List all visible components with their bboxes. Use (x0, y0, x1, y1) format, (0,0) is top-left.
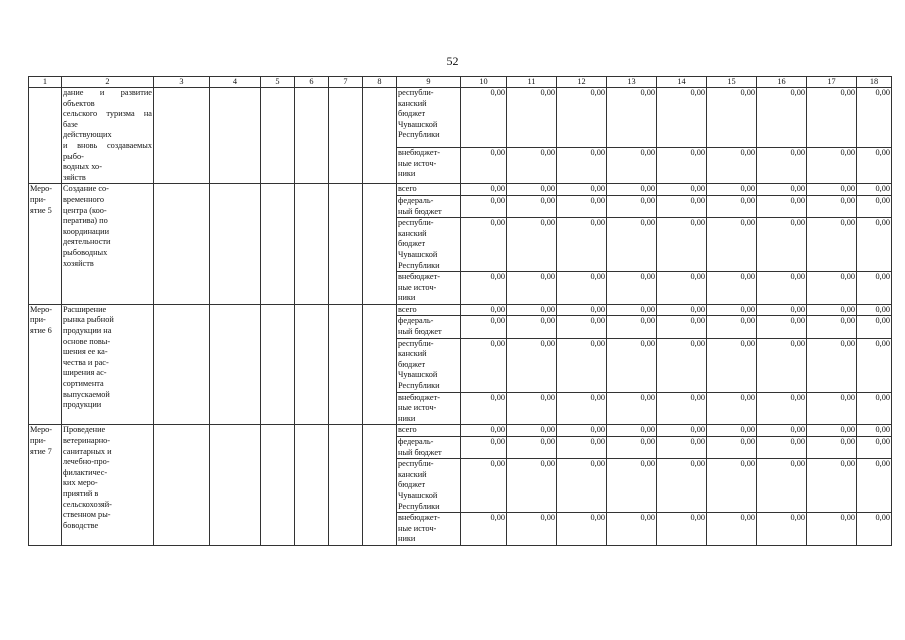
amount-cell: 0,00 (807, 88, 857, 148)
funding-source: внебюджет- ные источ- ники (397, 272, 461, 305)
amount-cell: 0,00 (857, 392, 892, 425)
amount-cell: 0,00 (507, 513, 557, 546)
amount-cell: 0,00 (657, 513, 707, 546)
amount-cell: 0,00 (461, 513, 507, 546)
funding-source: республи- канский бюджет Чувашской Республики (397, 338, 461, 392)
amount-cell: 0,00 (857, 147, 892, 183)
amount-cell: 0,00 (461, 304, 507, 316)
amount-cell: 0,00 (707, 437, 757, 459)
amount-cell: 0,00 (757, 304, 807, 316)
amount-cell: 0,00 (707, 513, 757, 546)
column-header: 6 (295, 77, 329, 88)
amount-cell: 0,00 (461, 437, 507, 459)
empty-cell (154, 88, 210, 184)
table-row (29, 304, 892, 316)
amount-cell: 0,00 (507, 218, 557, 272)
amount-cell: 0,00 (507, 147, 557, 183)
amount-cell: 0,00 (607, 272, 657, 305)
amount-cell: 0,00 (507, 88, 557, 148)
amount-cell: 0,00 (807, 425, 857, 437)
amount-cell: 0,00 (607, 459, 657, 513)
amount-cell: 0,00 (657, 338, 707, 392)
funding-source: федераль- ный бюджет (397, 316, 461, 338)
amount-cell: 0,00 (707, 338, 757, 392)
measure-code (29, 88, 62, 184)
amount-cell: 0,00 (507, 195, 557, 217)
amount-cell: 0,00 (557, 272, 607, 305)
empty-cell (154, 184, 210, 305)
amount-cell: 0,00 (757, 437, 807, 459)
amount-cell: 0,00 (461, 392, 507, 425)
amount-cell: 0,00 (461, 195, 507, 217)
column-header: 14 (657, 77, 707, 88)
budget-table (28, 76, 892, 546)
page-number: 52 (446, 54, 459, 68)
table-body (29, 88, 892, 546)
funding-source: внебюджет- ные источ- ники (397, 147, 461, 183)
amount-cell: 0,00 (657, 184, 707, 196)
amount-cell: 0,00 (557, 304, 607, 316)
amount-cell: 0,00 (857, 459, 892, 513)
amount-cell: 0,00 (461, 218, 507, 272)
amount-cell: 0,00 (557, 392, 607, 425)
column-header: 1 (29, 77, 62, 88)
amount-cell: 0,00 (757, 316, 807, 338)
empty-cell (363, 304, 397, 425)
amount-cell: 0,00 (707, 184, 757, 196)
measure-code: Меро- при- ятие 5 (29, 184, 62, 305)
amount-cell: 0,00 (461, 316, 507, 338)
amount-cell: 0,00 (857, 316, 892, 338)
column-header: 5 (261, 77, 295, 88)
empty-cell (210, 304, 261, 425)
amount-cell: 0,00 (807, 195, 857, 217)
amount-cell: 0,00 (507, 272, 557, 305)
amount-cell: 0,00 (607, 195, 657, 217)
column-header: 12 (557, 77, 607, 88)
amount-cell: 0,00 (507, 425, 557, 437)
table-row (29, 425, 892, 437)
column-header: 13 (607, 77, 657, 88)
amount-cell: 0,00 (757, 184, 807, 196)
amount-cell: 0,00 (807, 513, 857, 546)
amount-cell: 0,00 (857, 338, 892, 392)
amount-cell: 0,00 (607, 338, 657, 392)
amount-cell: 0,00 (461, 147, 507, 183)
amount-cell: 0,00 (607, 513, 657, 546)
column-header: 7 (329, 77, 363, 88)
funding-source: всего (397, 184, 461, 196)
column-header: 16 (757, 77, 807, 88)
amount-cell: 0,00 (707, 304, 757, 316)
amount-cell: 0,00 (807, 437, 857, 459)
empty-cell (363, 425, 397, 546)
funding-source: внебюджет- ные источ- ники (397, 392, 461, 425)
amount-cell: 0,00 (707, 316, 757, 338)
amount-cell: 0,00 (857, 437, 892, 459)
empty-cell (210, 425, 261, 546)
funding-source: республи- канский бюджет Чувашской Республики (397, 88, 461, 148)
amount-cell: 0,00 (607, 304, 657, 316)
column-header: 8 (363, 77, 397, 88)
amount-cell: 0,00 (857, 272, 892, 305)
amount-cell: 0,00 (607, 184, 657, 196)
empty-cell (261, 88, 295, 184)
table-header (29, 77, 892, 88)
amount-cell: 0,00 (707, 459, 757, 513)
empty-cell (329, 88, 363, 184)
amount-cell: 0,00 (607, 392, 657, 425)
funding-source: внебюджет- ные источ- ники (397, 513, 461, 546)
amount-cell: 0,00 (657, 147, 707, 183)
column-header: 9 (397, 77, 461, 88)
amount-cell: 0,00 (857, 218, 892, 272)
amount-cell: 0,00 (657, 304, 707, 316)
measure-code: Меро- при- ятие 6 (29, 304, 62, 425)
amount-cell: 0,00 (657, 195, 707, 217)
measure-name: Проведение ветеринарно- санитарных и лечебно-про- филактичес- ких меро- приятий в сельскохозяй- ственном ры- боводстве (62, 425, 154, 546)
amount-cell: 0,00 (507, 437, 557, 459)
amount-cell: 0,00 (607, 147, 657, 183)
amount-cell: 0,00 (557, 147, 607, 183)
empty-cell (363, 184, 397, 305)
column-header: 17 (807, 77, 857, 88)
amount-cell: 0,00 (707, 218, 757, 272)
amount-cell: 0,00 (707, 425, 757, 437)
amount-cell: 0,00 (757, 147, 807, 183)
amount-cell: 0,00 (461, 88, 507, 148)
amount-cell: 0,00 (857, 425, 892, 437)
empty-cell (210, 184, 261, 305)
amount-cell: 0,00 (461, 459, 507, 513)
amount-cell: 0,00 (557, 316, 607, 338)
amount-cell: 0,00 (807, 184, 857, 196)
funding-source: федераль- ный бюджет (397, 195, 461, 217)
amount-cell: 0,00 (707, 88, 757, 148)
amount-cell: 0,00 (657, 272, 707, 305)
amount-cell: 0,00 (807, 338, 857, 392)
amount-cell: 0,00 (461, 184, 507, 196)
funding-source: республи- канский бюджет Чувашской Республики (397, 459, 461, 513)
funding-source: всего (397, 304, 461, 316)
column-header: 11 (507, 77, 557, 88)
amount-cell: 0,00 (607, 88, 657, 148)
amount-cell: 0,00 (657, 316, 707, 338)
amount-cell: 0,00 (857, 304, 892, 316)
amount-cell: 0,00 (507, 459, 557, 513)
amount-cell: 0,00 (757, 88, 807, 148)
empty-cell (329, 304, 363, 425)
amount-cell: 0,00 (557, 513, 607, 546)
amount-cell: 0,00 (707, 195, 757, 217)
amount-cell: 0,00 (707, 392, 757, 425)
amount-cell: 0,00 (557, 218, 607, 272)
empty-cell (261, 425, 295, 546)
empty-cell (261, 184, 295, 305)
empty-cell (154, 304, 210, 425)
amount-cell: 0,00 (807, 459, 857, 513)
amount-cell: 0,00 (507, 392, 557, 425)
amount-cell: 0,00 (557, 437, 607, 459)
amount-cell: 0,00 (807, 272, 857, 305)
column-header: 15 (707, 77, 757, 88)
amount-cell: 0,00 (657, 88, 707, 148)
amount-cell: 0,00 (807, 316, 857, 338)
empty-cell (295, 304, 329, 425)
amount-cell: 0,00 (807, 304, 857, 316)
column-header: 18 (857, 77, 892, 88)
amount-cell: 0,00 (607, 316, 657, 338)
table-row (29, 88, 892, 148)
amount-cell: 0,00 (557, 88, 607, 148)
amount-cell: 0,00 (461, 338, 507, 392)
column-header: 2 (62, 77, 154, 88)
amount-cell: 0,00 (507, 316, 557, 338)
amount-cell: 0,00 (557, 425, 607, 437)
amount-cell: 0,00 (707, 272, 757, 305)
amount-cell: 0,00 (757, 272, 807, 305)
amount-cell: 0,00 (707, 147, 757, 183)
amount-cell: 0,00 (507, 184, 557, 196)
amount-cell: 0,00 (557, 184, 607, 196)
empty-cell (295, 184, 329, 305)
measure-name: Расширение рынка рыбной продукции на основе повы- шения ее ка- чества и рас- ширения ас- сортимента выпускаемой продукции (62, 304, 154, 425)
amount-cell: 0,00 (657, 218, 707, 272)
amount-cell: 0,00 (657, 459, 707, 513)
table-row (29, 184, 892, 196)
empty-cell (295, 88, 329, 184)
funding-source: республи- канский бюджет Чувашской Республики (397, 218, 461, 272)
measure-name: дание и развитие объектов сельского туризма на базе действующих и вновь создаваемых рыбо- водных хо- зяйств (62, 88, 154, 184)
amount-cell: 0,00 (857, 513, 892, 546)
empty-cell (329, 184, 363, 305)
amount-cell: 0,00 (807, 147, 857, 183)
empty-cell (210, 88, 261, 184)
empty-cell (363, 88, 397, 184)
amount-cell: 0,00 (807, 392, 857, 425)
amount-cell: 0,00 (657, 425, 707, 437)
amount-cell: 0,00 (757, 392, 807, 425)
amount-cell: 0,00 (507, 338, 557, 392)
funding-source: всего (397, 425, 461, 437)
amount-cell: 0,00 (607, 437, 657, 459)
measure-name: Создание со- временного центра (коо- ператива) по координации деятельности рыбоводных хозяйств (62, 184, 154, 305)
amount-cell: 0,00 (607, 425, 657, 437)
amount-cell: 0,00 (607, 218, 657, 272)
empty-cell (329, 425, 363, 546)
amount-cell: 0,00 (857, 184, 892, 196)
funding-source: федераль- ный бюджет (397, 437, 461, 459)
amount-cell: 0,00 (757, 459, 807, 513)
header-row (29, 77, 892, 88)
amount-cell: 0,00 (557, 459, 607, 513)
amount-cell: 0,00 (857, 88, 892, 148)
amount-cell: 0,00 (807, 218, 857, 272)
amount-cell: 0,00 (757, 425, 807, 437)
amount-cell: 0,00 (507, 304, 557, 316)
empty-cell (154, 425, 210, 546)
amount-cell: 0,00 (461, 425, 507, 437)
amount-cell: 0,00 (757, 338, 807, 392)
amount-cell: 0,00 (657, 437, 707, 459)
amount-cell: 0,00 (657, 392, 707, 425)
amount-cell: 0,00 (757, 218, 807, 272)
column-header: 3 (154, 77, 210, 88)
amount-cell: 0,00 (461, 272, 507, 305)
amount-cell: 0,00 (557, 195, 607, 217)
amount-cell: 0,00 (757, 513, 807, 546)
amount-cell: 0,00 (757, 195, 807, 217)
column-header: 10 (461, 77, 507, 88)
empty-cell (261, 304, 295, 425)
measure-code: Меро- при- ятие 7 (29, 425, 62, 546)
amount-cell: 0,00 (557, 338, 607, 392)
amount-cell: 0,00 (857, 195, 892, 217)
empty-cell (295, 425, 329, 546)
column-header: 4 (210, 77, 261, 88)
